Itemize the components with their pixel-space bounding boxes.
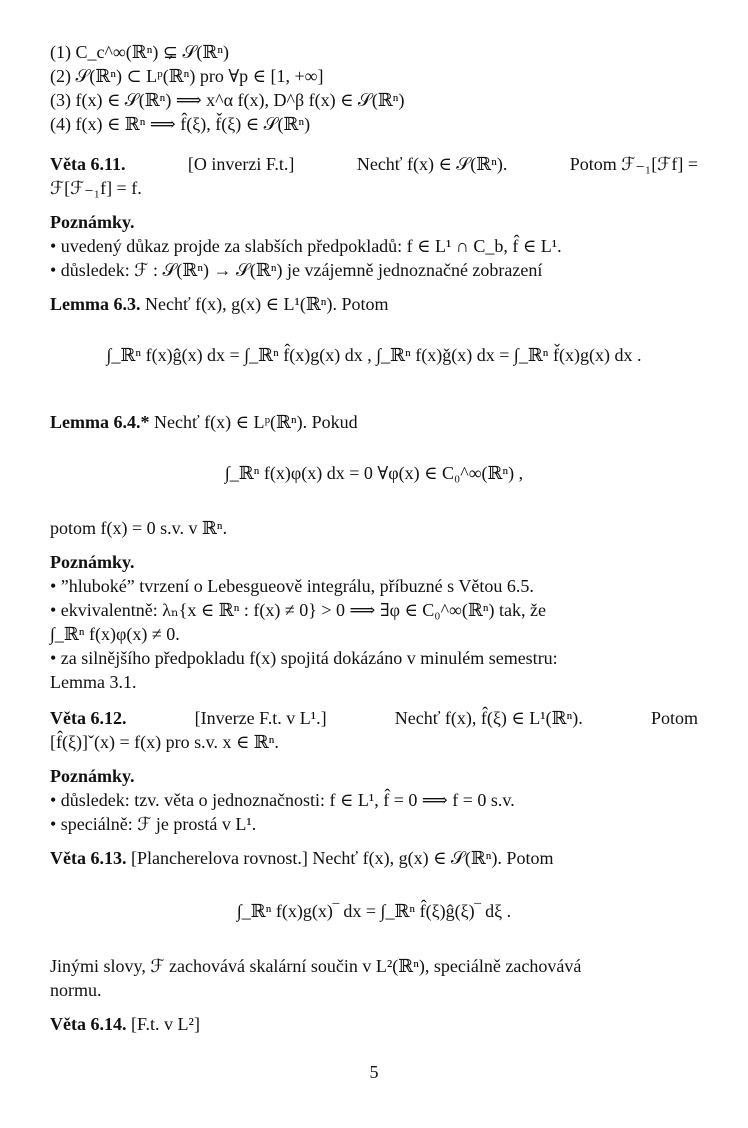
lemma-6-4-text: Nechť f(x) ∈ Lᵖ(ℝⁿ). Pokud bbox=[153, 412, 358, 432]
theorem-6-13-heading: Věta 6.13. bbox=[50, 848, 127, 868]
notes-2-item-1: • ”hluboké” tvrzení o Lebesgueově integrálu, příbuzné s Větou 6.5. bbox=[50, 576, 534, 596]
lemma-6-4-heading: Lemma 6.4.* bbox=[50, 412, 150, 432]
theorem-6-13-formula: ∫_ℝⁿ f(x)g(x)‾ dx = ∫_ℝⁿ f̂(ξ)ĝ(ξ)‾ dξ . bbox=[236, 901, 512, 921]
lemma-6-3-text: Nechť f(x), g(x) ∈ L¹(ℝⁿ). Potom bbox=[144, 294, 389, 314]
theorem-6-13-remark-line1: Jinými slovy, ℱ zachovává skalární součin v L²(ℝⁿ), speciálně zachovává bbox=[50, 956, 582, 976]
theorem-6-11-line2: ℱ[ℱ₋₁f] = f. bbox=[50, 178, 142, 198]
list-item-2: (2) 𝒮(ℝⁿ) ⊂ Lᵖ(ℝⁿ) pro ∀p ∈ [1, +∞] bbox=[50, 66, 324, 86]
notes-1-item-1: • uvedený důkaz projde za slabších předpokladů: f ∈ L¹ ∩ C_b, f̂ ∈ L¹. bbox=[50, 236, 562, 256]
theorem-6-11-title: [O inverzi F.t.] bbox=[187, 154, 295, 174]
list-item-3: (3) f(x) ∈ 𝒮(ℝⁿ) ⟹ x^α f(x), D^β f(x) ∈ 𝒮(ℝⁿ) bbox=[50, 90, 405, 110]
notes-3-item-1: • důsledek: tzv. věta o jednoznačnosti: f ∈ L¹, f̂ = 0 ⟹ f = 0 s.v. bbox=[50, 790, 515, 810]
theorem-6-11-text-b: Potom ℱ₋₁[ℱf] = bbox=[569, 154, 698, 174]
notes-2-heading: Poznámky. bbox=[50, 552, 135, 572]
theorem-6-13-text: [Plancherelova rovnost.] Nechť f(x), g(x) ∈ 𝒮(ℝⁿ). Potom bbox=[130, 848, 554, 868]
notes-2-item-2: • ekvivalentně: λₙ{x ∈ ℝⁿ : f(x) ≠ 0} > 0 ⟹ ∃φ ∈ C₀^∞(ℝⁿ) tak, že bbox=[50, 600, 546, 620]
list-item-4: (4) f(x) ∈ ℝⁿ ⟹ f̂(ξ), f̌(ξ) ∈ 𝒮(ℝⁿ) bbox=[50, 114, 311, 134]
lemma-6-3-line bbox=[50, 292, 698, 316]
notes-2-item-3: • za silnějšího předpokladu f(x) spojitá dokázáno v minulém semestru: bbox=[50, 648, 558, 668]
page-number: 5 bbox=[369, 1062, 379, 1082]
theorem-6-13-remark-line2: normu. bbox=[50, 980, 102, 1000]
theorem-6-11-text-a: Nechť f(x) ∈ 𝒮(ℝⁿ). bbox=[356, 154, 508, 174]
notes-3-item-2: • speciálně: ℱ je prostá v L¹. bbox=[50, 814, 257, 834]
lemma-6-3-heading: Lemma 6.3. bbox=[50, 294, 141, 314]
theorem-6-11-line1 bbox=[50, 152, 698, 176]
theorem-6-12-text-a: Nechť f(x), f̂(ξ) ∈ L¹(ℝⁿ). bbox=[394, 708, 583, 728]
list-item-1: (1) C_c^∞(ℝⁿ) ⊊ 𝒮(ℝⁿ) bbox=[50, 42, 230, 62]
theorem-6-11-heading: Věta 6.11. bbox=[50, 154, 126, 174]
notes-1-item-2: • důsledek: ℱ : 𝒮(ℝⁿ) → 𝒮(ℝⁿ) je vzájemně jednoznačné zobrazení bbox=[50, 260, 543, 280]
lemma-6-3-formula: ∫_ℝⁿ f(x)ĝ(x) dx = ∫_ℝⁿ f̂(x)g(x) dx , ∫_ℝⁿ f(x)ǧ(x) dx = ∫_ℝⁿ f̌(x)g(x) dx . bbox=[106, 345, 642, 365]
notes-2-item-2-cont: ∫_ℝⁿ f(x)φ(x) ≠ 0. bbox=[50, 624, 180, 644]
theorem-6-14-line bbox=[50, 1012, 698, 1036]
notes-1-heading: Poznámky. bbox=[50, 212, 135, 232]
theorem-6-12-heading: Věta 6.12. bbox=[50, 708, 127, 728]
theorem-6-12-line1 bbox=[50, 706, 698, 730]
theorem-6-12-title: [Inverze F.t. v L¹.] bbox=[194, 708, 327, 728]
notes-3-heading: Poznámky. bbox=[50, 766, 135, 786]
theorem-6-14-text: [F.t. v L²] bbox=[130, 1014, 200, 1034]
lemma-6-4-formula: ∫_ℝⁿ f(x)φ(x) dx = 0 ∀φ(x) ∈ C₀^∞(ℝⁿ) , bbox=[224, 463, 524, 483]
document-page bbox=[50, 40, 698, 1100]
lemma-6-4-line bbox=[50, 410, 698, 434]
theorem-6-13-line bbox=[50, 846, 698, 870]
lemma-6-4-conclusion: potom f(x) = 0 s.v. v ℝⁿ. bbox=[50, 518, 228, 538]
notes-2-item-3-cont: Lemma 3.1. bbox=[50, 672, 137, 692]
theorem-6-12-line2: [f̂(ξ)]ˇ(x) = f(x) pro s.v. x ∈ ℝⁿ. bbox=[50, 732, 279, 752]
theorem-6-14-heading: Věta 6.14. bbox=[50, 1014, 127, 1034]
theorem-6-12-text-b: Potom bbox=[650, 708, 698, 728]
